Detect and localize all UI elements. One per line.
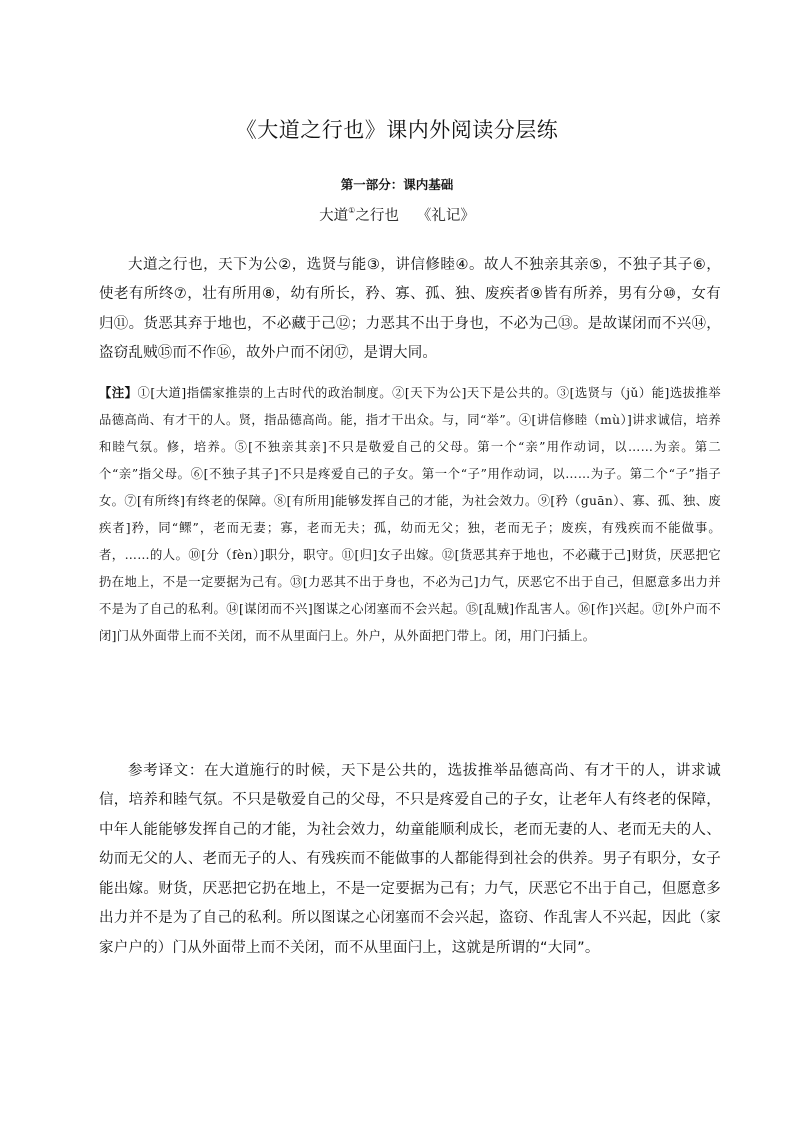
section-heading: 第一部分：课内基础	[340, 177, 454, 192]
text-title-main: 大道	[319, 208, 349, 224]
text-title-rest: 之行也	[355, 208, 399, 224]
annotations-paragraph	[99, 380, 721, 650]
notes-label: 【注】	[99, 386, 138, 401]
document-title: 《大道之行也》课内外阅读分层练	[235, 118, 559, 143]
text-source: 《礼记》	[416, 208, 475, 224]
classical-text-title	[0, 205, 794, 227]
notes-text: ①[大道]指儒家推崇的上古时代的政治制度。②[天下为公]天下是公共的。③[选贤与（jǔ）能]选拔推举品德高尚、有才干的人。贤，指品德高尚。能，指才干出众。与，同“举”。④[讲信修睦（mù）]讲求诚信，培养和睦气氛。修，培养。⑤[不独亲其亲]不只是敬爱自己的父母。第一个“亲”用作动词，以……为亲。第二个“亲”指父母。⑥[不独子其子]不只是疼爱自己的子女。第一个“子”用作动词，以……为子。第二个“子”指子女。⑦[有所终]有终老的保障。⑧[有所用]能够发挥自己的才能，为社会效力。⑨[矜（guān）、寡、孤、独、废疾者]矜，同“鳏”，老而无妻；寡，老而无夫；孤，幼而无父；独，老而无子；废疾，有残疾而不能做事。者，……的人。⑩[分（fèn）]职分，职守。⑪[归]女子出嫁。⑫[货恶其弃于地也，不必藏于己]财货，厌恶把它扔在地上，不是一定要据为己有。⑬[力恶其不出于身也，不必为己]力气，厌恶它不出于自己，但愿意多出力并不是为了自己的私利。⑭[谋闭而不兴]图谋之心闭塞而不会兴起。⑮[乱贼]作乱害人。⑯[作]兴起。⑰[外户而不闭]门从外面带上而不关闭，而不从里面闩上。外户，从外面把门带上。闭，用门闩插上。	[99, 386, 721, 644]
reference-translation-paragraph: 参考译文：在大道施行的时候，天下是公共的，选拔推举品德高尚、有才干的人，讲求诚信，培养和睦气氛。不只是敬爱自己的父母，不只是疼爱自己的子女，让老年人有终老的保障，中年人能能够发挥自己的才能，为社会效力，幼童能顺利成长，老而无妻的人、老而无夫的人、幼而无父的人、老而无子的人、有残疾而不能做事的人都能得到社会的供养。男子有职分，女子能出嫁。财货，厌恶把它扔在地上，不是一定要据为己有；力气，厌恶它不出于自己，但愿意多出力并不是为了自己的私利。所以图谋之心闭塞而不会兴起，盗窃、作乱害人不兴起，因此（家家户户的）门从外面带上而不关闭，而不从里面闩上，这就是所谓的“大同”。	[99, 762, 721, 956]
footnote-marker: ①	[348, 206, 356, 215]
original-text-paragraph: 大道之行也，天下为公②，选贤与能③，讲信修睦④。故人不独亲其亲⑤，不独子其子⑥，使老有所终⑦，壮有所用⑧，幼有所长，矜、寡、孤、独、废疾者⑨皆有所养，男有分⑩，女有归⑪。货恶其弃于地也，不必藏于己⑫；力恶其不出于身也，不必为己⑬。是故谋闭而不兴⑭，盗窃乱贼⑮而不作⑯，故外户而不闭⑰，是谓大同。	[99, 256, 721, 361]
